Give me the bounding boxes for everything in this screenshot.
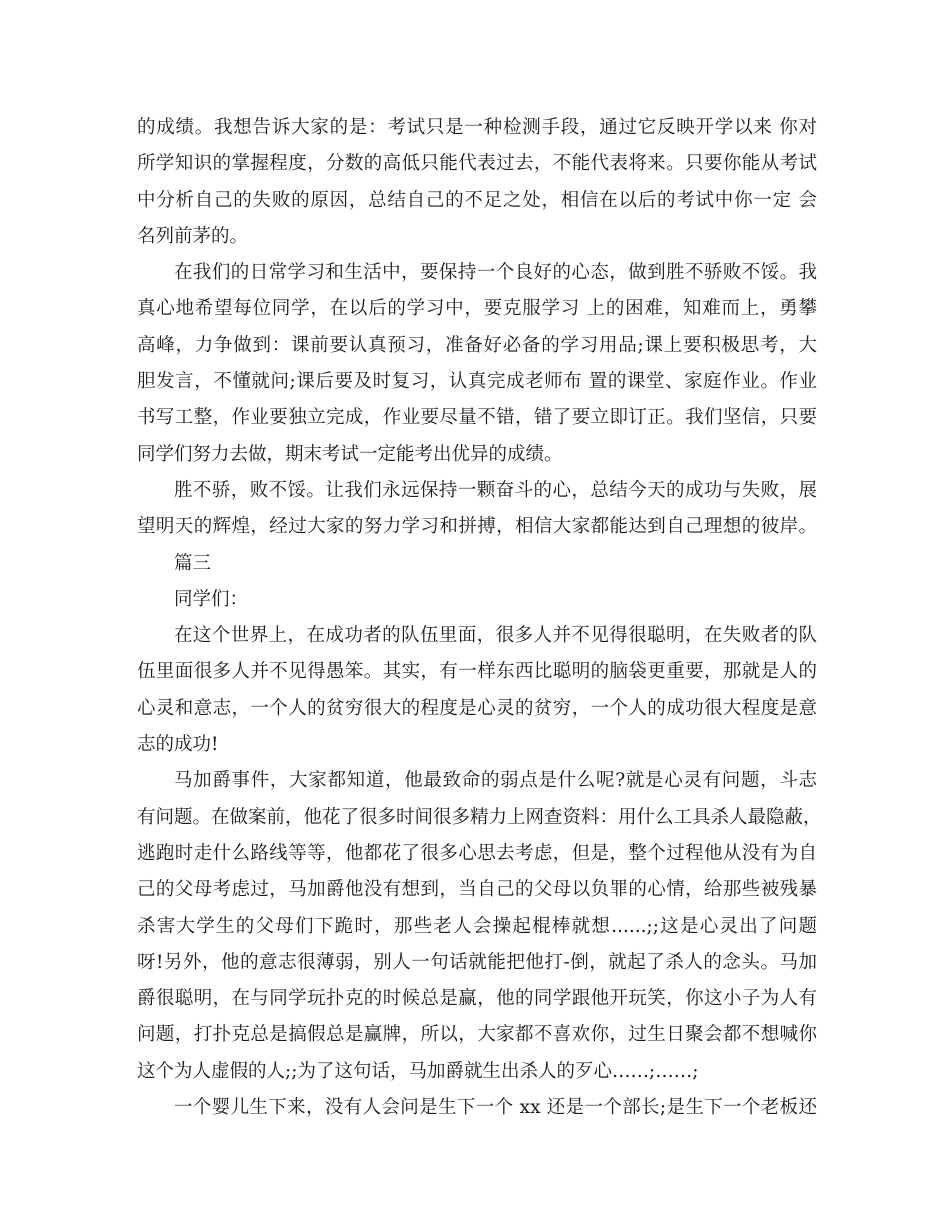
text-line: 名列前茅的。 bbox=[137, 225, 249, 247]
text-line: 望明天的辉煌，经过大家的努力学习和拼搏，相信大家都能达到自己理想的彼岸。 bbox=[137, 516, 817, 538]
paragraph bbox=[137, 763, 822, 1090]
text-line: 己的父母考虑过，马加爵他没有想到，当自己的父母以负罪的心情，给那些被残暴 bbox=[137, 879, 817, 901]
text-line: 书写工整，作业要独立完成，作业要尽量不错，错了要立即订正。我们坚信，只要 bbox=[137, 407, 817, 429]
text-line: 真心地希望每位同学，在以后的学习中，要克服学习 上的困难，知难而上，勇攀 bbox=[137, 298, 817, 320]
text-line: 胜不骄，败不馁。让我们永远保持一颗奋斗的心，总结今天的成功与失败，展 bbox=[174, 479, 817, 501]
text-line: 在这个世界上，在成功者的队伍里面，很多人并不见得很聪明，在失败者的队 bbox=[174, 625, 817, 647]
text-line: 爵很聪明，在与同学玩扑克的时候总是赢，他的同学跟他开玩笑，你这小子为人有 bbox=[137, 988, 817, 1010]
text-line: 呀!另外，他的意志很薄弱，别人一句话就能把他打-倒，就起了杀人的念头。马加 bbox=[137, 951, 817, 973]
paragraph bbox=[137, 110, 817, 255]
document-body bbox=[137, 110, 822, 1126]
text-line: 问题，打扑克总是搞假总是赢牌，所以，大家都不喜欢你，过生日聚会都不想喊你 bbox=[137, 1024, 817, 1046]
text-line: 这个为人虚假的人;;为了这句话，马加爵就生出杀人的歹心……;……; bbox=[137, 1060, 699, 1082]
text-line: 在我们的日常学习和生活中，要保持一个良好的心态，做到胜不骄败不馁。我 bbox=[174, 262, 817, 284]
section-heading bbox=[137, 546, 817, 582]
salutation bbox=[137, 582, 817, 618]
paragraph bbox=[137, 255, 817, 473]
heading-text: 篇三 bbox=[174, 552, 212, 574]
text-line: 心灵和意志，一个人的贫穷很大的程度是心灵的贫穷，一个人的成功很大程度是意 bbox=[137, 697, 817, 719]
paragraph bbox=[137, 1090, 817, 1126]
text-line: 胆发言，不懂就问;课后要及时复习，认真完成老师布 置的课堂、家庭作业。作业 bbox=[137, 371, 817, 393]
text-line: 逃跑时走什么路线等等，他都花了很多心思去考虑，但是，整个过程他从没有为自 bbox=[137, 842, 817, 864]
text-line: 高峰，力争做到：课前要认真预习，准备好必备的学习用品;课上要积极思考，大 bbox=[137, 334, 817, 356]
text-line: 伍里面很多人并不见得愚笨。其实，有一样东西比聪明的脑袋更重要，那就是人的 bbox=[137, 661, 817, 683]
text-line: 杀害大学生的父母们下跪时，那些老人会操起棍棒就想......;;这是心灵出了问题 bbox=[137, 915, 817, 937]
text-line: 所学知识的掌握程度，分数的高低只能代表过去，不能代表将来。只要你能从考试 bbox=[137, 153, 817, 175]
paragraph bbox=[137, 618, 817, 763]
salutation-text: 同学们： bbox=[174, 588, 249, 610]
text-line: 的成绩。我想告诉大家的是：考试只是一种检测手段，通过它反映开学以来 你对 bbox=[137, 117, 817, 138]
text-line: 有问题。在做案前，他花了很多时间很多精力上网查资料：用什么工具杀人最隐蔽， bbox=[137, 806, 822, 828]
text-line: 中分析自己的失败的原因，总结自己的不足之处，相信在以后的考试中你一定 会 bbox=[137, 189, 817, 211]
text-line: 同学们努力去做，期末考试一定能考出优异的成绩。 bbox=[137, 443, 563, 465]
text-line: 一个婴儿生下来，没有人会问是生下一个 xx 还是一个部长;是生下一个老板还 bbox=[174, 1097, 817, 1119]
text-line: 志的成功! bbox=[137, 734, 219, 756]
paragraph bbox=[137, 473, 817, 546]
text-line: 马加爵事件，大家都知道，他最致命的弱点是什么呢?就是心灵有问题，斗志 bbox=[174, 770, 817, 792]
